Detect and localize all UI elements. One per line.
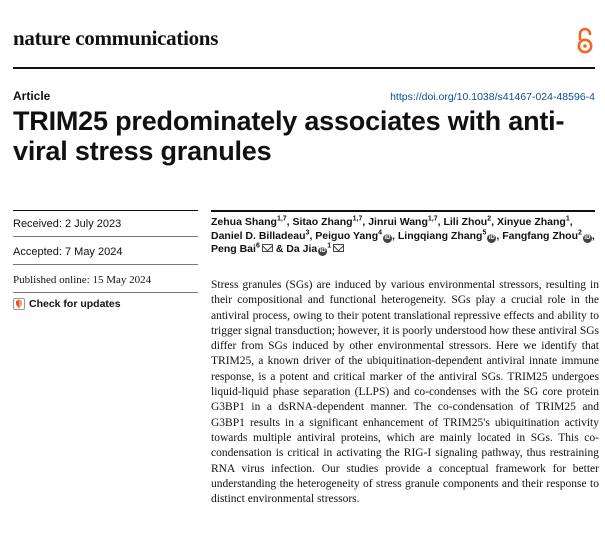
orcid-icon[interactable]: iD <box>319 248 326 255</box>
author-name[interactable]: Lili Zhou <box>443 216 488 228</box>
mail-icon[interactable] <box>333 244 344 252</box>
author-affiliation: 3 <box>305 229 310 237</box>
article-metadata <box>13 210 198 310</box>
check-updates-label: Check for updates <box>29 298 121 310</box>
author-affiliation: 1,7 <box>352 215 363 223</box>
doi-link[interactable]: https://doi.org/10.1038/s41467-024-48596-4 <box>390 91 595 103</box>
author-name[interactable]: Fangfang Zhou <box>502 229 579 242</box>
author-affiliation: 1 <box>327 242 332 250</box>
article-title: TRIM25 predominately associates with anti-viral stress granules <box>13 106 565 166</box>
author-affiliation: 5 <box>482 229 487 237</box>
author-affiliation: 6 <box>255 242 260 250</box>
author-affiliation: 1,7 <box>276 215 287 223</box>
author-name[interactable]: Peiguo Yang <box>315 229 379 242</box>
orcid-icon[interactable]: iD <box>384 234 391 241</box>
author-name[interactable]: Xinyue Zhang <box>496 216 566 228</box>
header-divider <box>13 67 595 69</box>
check-for-updates-button[interactable] <box>13 293 198 310</box>
author-affiliation: 2 <box>487 215 492 223</box>
author-name[interactable]: Lingqiang Zhang <box>397 229 483 242</box>
published-date: Published online: 15 May 2024 <box>13 271 198 293</box>
abstract-text: Stress granules (SGs) are induced by various environmental stressors, resulting in their compositional and functional heterogeneity. SGs play a crucial role in the antiviral process, owing to their potent translational repressive effects and ability to trigger signal transduction; however, it is poorly understood how these antiviral SGs differ from SGs induced by other environmental stressors. Here we identify that TRIM25, a known driver of the ubiquitination-dependent antiviral innate immune response, is a potent and critical marker of the antiviral SGs. TRIM25 undergoes liquid-liquid phase separation (LLPS) and co-condenses with the SG core protein G3BP1 in a dsRNA-dependent manner. The co-condensation of TRIM25 and G3BP1 results in a significant enhancement of TRIM25's ubiquitination activity towards multiple antiviral proteins, which are mainly located in SGs. This co-condensation is critical in activating the RIG-I signaling pathway, thus restraining RNA virus infection. Our studies provide a conceptual framework for better understanding the heterogeneity of stress granule components and their response to distinct environmental stressors. <box>211 279 599 506</box>
author-name[interactable]: Peng Bai <box>211 243 256 256</box>
author-name[interactable]: Daniel D. Billadeau <box>211 229 306 242</box>
accepted-date: Accepted: 7 May 2024 <box>13 243 198 265</box>
author-name[interactable]: Sitao Zhang <box>292 216 353 228</box>
author-affiliation: 1 <box>565 215 570 223</box>
check-updates-icon <box>13 298 25 310</box>
author-affiliation: 4 <box>378 229 383 237</box>
author-list: Zehua Shang$^{1,7}$, Sitao Zhang$^{1,7}$, Jinrui Wang$^{1,7}$, Lili Zhou$^2$, Xinyue Zhang$^1$, Daniel D. Billadeau$^3$, Peiguo Yang$^4$iD , Lingqiang Zhang$^5$iD , Fangfang Zhou$^2$iD , Peng Bai$^6$ & Da Jia $iD^1$ <box>211 215 595 256</box>
author-name[interactable]: Jinrui Wang <box>368 216 428 228</box>
author-name[interactable]: Zehua Shang <box>211 216 277 228</box>
author-affiliation: 1,7 <box>427 215 438 223</box>
author-affiliation: 2 <box>578 229 582 237</box>
article-type: Article <box>13 89 51 103</box>
received-date: Received: 2 July 2023 <box>13 210 198 237</box>
open-access-icon <box>576 27 594 55</box>
author-name[interactable]: Da Jia <box>286 243 318 256</box>
journal-name[interactable]: nature communications <box>13 26 219 50</box>
mail-icon[interactable] <box>262 244 273 252</box>
orcid-icon[interactable]: iD <box>584 234 591 241</box>
orcid-icon[interactable]: iD <box>488 234 495 241</box>
authors-divider <box>211 210 595 212</box>
